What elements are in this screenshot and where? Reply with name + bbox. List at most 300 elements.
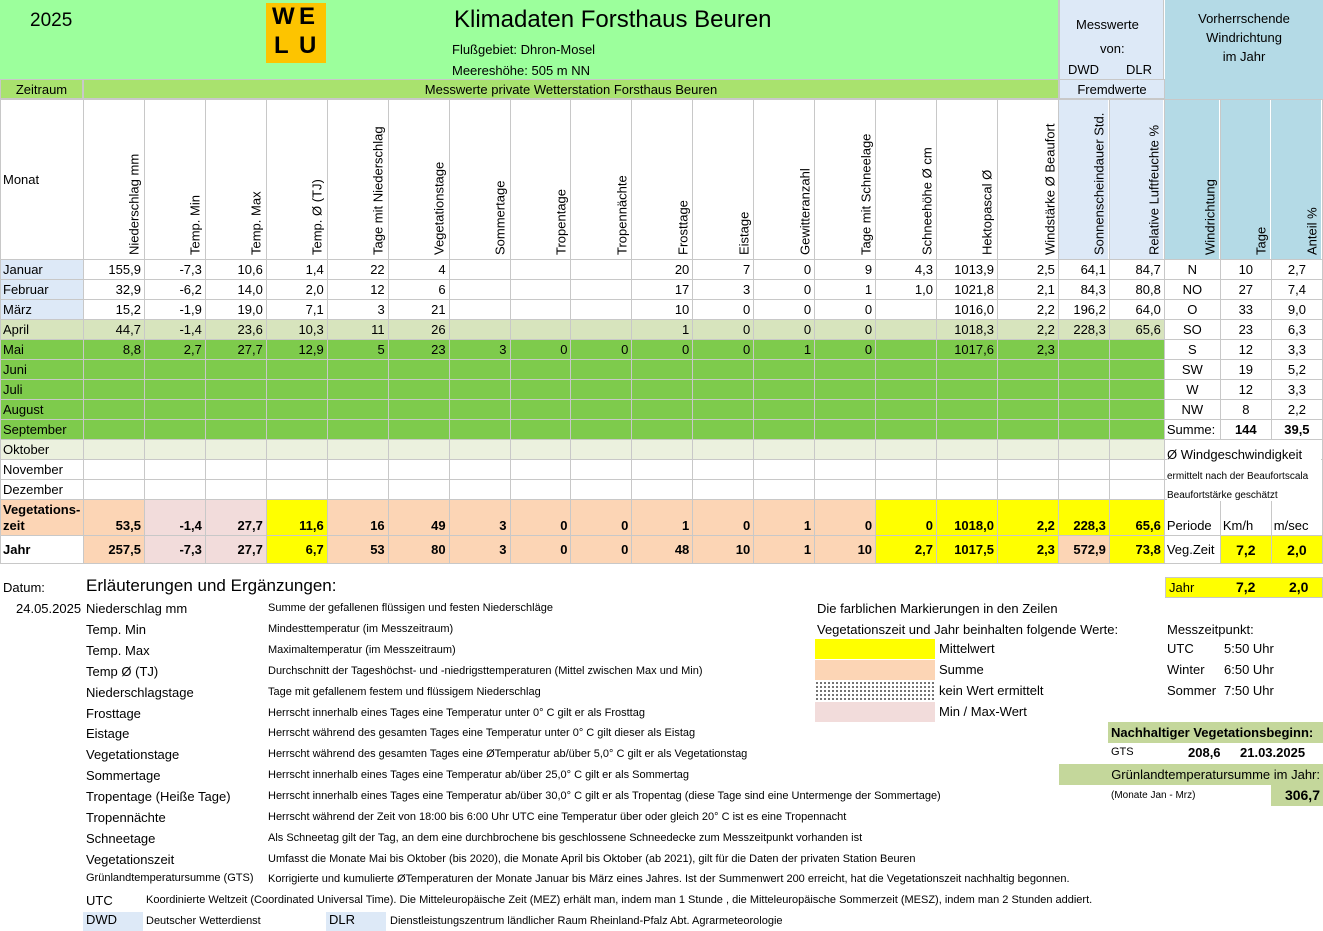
value-cell — [936, 480, 997, 500]
value-cell: 64,1 — [1058, 260, 1109, 280]
col-tropentage: Tropentage — [510, 100, 571, 260]
value-cell — [1058, 480, 1109, 500]
veg-zeit-wind-label: Veg.Zeit — [1164, 536, 1220, 564]
gts-months: (Monate Jan - Mrz) — [1111, 790, 1196, 801]
value-cell — [815, 460, 876, 480]
value-cell — [876, 460, 937, 480]
value-cell — [693, 360, 754, 380]
value-cell — [876, 360, 937, 380]
value-cell: 15,2 — [83, 300, 144, 320]
value-cell: 23 — [388, 340, 449, 360]
messzeit-value: 7:50 Uhr — [1224, 683, 1274, 698]
month-row — [1, 340, 1323, 360]
month-row — [1, 380, 1323, 400]
jahr-cell: 10 — [815, 536, 876, 564]
value-cell: 1016,0 — [936, 300, 997, 320]
wind-tage-cell: 12 — [1220, 380, 1271, 400]
value-cell — [1109, 360, 1164, 380]
wind-sum-label: Summe: — [1164, 420, 1220, 440]
veg-cell: 0 — [510, 500, 571, 536]
value-cell — [571, 420, 632, 440]
value-cell: 84,7 — [1109, 260, 1164, 280]
wind-dir-cell: N — [1164, 260, 1220, 280]
value-cell: 12,9 — [266, 340, 327, 360]
value-cell — [1058, 440, 1109, 460]
col-windrichtung: Windrichtung — [1164, 100, 1220, 260]
value-cell: 1,4 — [266, 260, 327, 280]
value-cell — [449, 440, 510, 460]
value-cell — [754, 480, 815, 500]
value-cell — [510, 360, 571, 380]
value-cell — [632, 460, 693, 480]
month-name: Dezember — [1, 480, 84, 500]
messwerte-box — [1059, 0, 1164, 79]
messwerte-label: Messwerte — [1076, 17, 1139, 32]
value-cell — [815, 380, 876, 400]
ms-label: m/sec — [1271, 500, 1322, 536]
veg-cell: 0 — [571, 500, 632, 536]
note-term: Frosttage — [86, 705, 141, 721]
value-cell — [388, 420, 449, 440]
wind-sum-tage: 144 — [1220, 420, 1271, 440]
value-cell: -6,2 — [144, 280, 205, 300]
value-cell: 1017,6 — [936, 340, 997, 360]
value-cell: 19,0 — [205, 300, 266, 320]
value-cell — [388, 380, 449, 400]
value-cell — [876, 300, 937, 320]
monat-header: Monat — [1, 100, 84, 260]
gts-term: Grünlandtemperatursumme (GTS) — [86, 872, 254, 884]
veg-kmh-value: 7,2 — [1220, 536, 1271, 564]
value-cell — [388, 460, 449, 480]
wind-dir-cell: NO — [1164, 280, 1220, 300]
wind-tage-cell: 19 — [1220, 360, 1271, 380]
value-cell — [449, 400, 510, 420]
wind-title-line: Windrichtung — [1206, 30, 1282, 45]
value-cell — [876, 340, 937, 360]
col-vegetationstage: Vegetationstage — [388, 100, 449, 260]
value-cell — [997, 420, 1058, 440]
value-cell — [388, 440, 449, 460]
messzeit-title: Messzeitpunkt: — [1167, 622, 1254, 637]
jahr-cell: 1017,5 — [936, 536, 997, 564]
value-cell: 1 — [754, 340, 815, 360]
value-cell: 0 — [571, 340, 632, 360]
value-cell: 0 — [815, 340, 876, 360]
col-windstaerke: Windstärke Ø Beaufort — [997, 100, 1058, 260]
note-term: Tropentage (Heiße Tage) — [86, 789, 231, 805]
note-desc: Umfasst die Monate Mai bis Oktober (bis 2020), die Monate April bis Oktober (ab 2021), gilt für die Daten der privaten Station Beuren — [268, 852, 916, 865]
value-cell: 26 — [388, 320, 449, 340]
veg-cell: 16 — [327, 500, 388, 536]
veg-cell: 1018,0 — [936, 500, 997, 536]
value-cell: 84,3 — [1058, 280, 1109, 300]
col-temp-max: Temp. Max — [205, 100, 266, 260]
value-cell — [388, 360, 449, 380]
value-cell: 196,2 — [1058, 300, 1109, 320]
jahr-cell: 3 — [449, 536, 510, 564]
value-cell: 2,7 — [144, 340, 205, 360]
value-cell — [449, 460, 510, 480]
veg-cell: 0 — [876, 500, 937, 536]
value-cell: 2,1 — [997, 280, 1058, 300]
month-name: November — [1, 460, 84, 480]
wind-speed-note: ermittelt nach der Beaufortscala — [1167, 471, 1322, 482]
jahr-cell: 2,7 — [876, 536, 937, 564]
jahr-cell: 53 — [327, 536, 388, 564]
value-cell — [327, 380, 388, 400]
value-cell: 21 — [388, 300, 449, 320]
value-cell — [571, 440, 632, 460]
kmh-label: Km/h — [1220, 500, 1271, 536]
value-cell — [449, 380, 510, 400]
value-cell — [83, 420, 144, 440]
month-row — [1, 480, 1323, 500]
wind-title-line: Vorherrschende — [1198, 11, 1290, 26]
gts-desc: Korrigierte und kumulierte ØTemperaturen der Monate Januar bis März eines Jahres. Ist der Summenwert 200 erreicht, hat die Vegetationszeit nachhaltig begonnen. — [268, 873, 1070, 885]
value-cell — [266, 400, 327, 420]
value-cell — [144, 360, 205, 380]
value-cell: 32,9 — [83, 280, 144, 300]
value-cell: 14,0 — [205, 280, 266, 300]
legend-swatch-minmax — [815, 702, 935, 722]
value-cell — [205, 440, 266, 460]
value-cell: 1021,8 — [936, 280, 997, 300]
month-row — [1, 440, 1323, 460]
value-cell — [754, 460, 815, 480]
value-cell: 2,5 — [997, 260, 1058, 280]
value-cell: 2,2 — [997, 300, 1058, 320]
legend-label: kein Wert ermittelt — [939, 683, 1044, 698]
value-cell — [1109, 380, 1164, 400]
value-cell — [936, 380, 997, 400]
note-desc: Herrscht während der Zeit von 18:00 bis 6:00 Uhr UTC eine Temperatur über oder gleich 20° C ist es eine Tropennacht — [268, 811, 847, 823]
col-niederschlag: Niederschlag mm — [83, 100, 144, 260]
value-cell — [144, 400, 205, 420]
value-cell: 8,8 — [83, 340, 144, 360]
value-cell: 0 — [693, 340, 754, 360]
value-cell — [936, 360, 997, 380]
wind-dir-cell: SO — [1164, 320, 1220, 340]
value-cell — [571, 360, 632, 380]
col-sonnenschein: Sonnenscheindauer Std. — [1058, 100, 1109, 260]
value-cell — [449, 420, 510, 440]
value-cell: 4,3 — [876, 260, 937, 280]
month-row — [1, 280, 1323, 300]
jahr-ms-value: 2,0 — [1289, 579, 1309, 595]
note-desc: Durchschnitt der Tageshöchst- und -niedrigsttemperaturen (Mittel zwischen Max und Min) — [268, 664, 703, 677]
value-cell — [571, 260, 632, 280]
value-cell — [571, 280, 632, 300]
jahr-cell: 572,9 — [1058, 536, 1109, 564]
value-cell — [1058, 360, 1109, 380]
note-term: Niederschlagstage — [86, 684, 194, 700]
value-cell — [449, 320, 510, 340]
value-cell — [754, 360, 815, 380]
value-cell: 1,0 — [876, 280, 937, 300]
wind-dir-cell: O — [1164, 300, 1220, 320]
value-cell — [693, 460, 754, 480]
note-desc: Herrscht während des gesamten Tages eine Temperatur unter 0° C gilt dieser als Eistag — [268, 727, 696, 740]
value-cell — [266, 480, 327, 500]
value-cell — [449, 300, 510, 320]
value-cell — [876, 440, 937, 460]
dwd-desc: Deutscher Wetterdienst — [146, 915, 261, 927]
value-cell — [510, 440, 571, 460]
note-desc: Maximaltemperatur (im Messzeitraum) — [268, 643, 456, 656]
jahr-row — [1, 536, 1323, 564]
wind-tage-cell: 27 — [1220, 280, 1271, 300]
value-cell: 23,6 — [205, 320, 266, 340]
value-cell: 7 — [693, 260, 754, 280]
value-cell — [571, 320, 632, 340]
value-cell — [205, 360, 266, 380]
dlr-term: DLR — [326, 912, 386, 931]
legend-swatch-kein-wert — [815, 681, 935, 701]
value-cell — [876, 380, 937, 400]
value-cell — [997, 460, 1058, 480]
wind-anteil-cell: 5,2 — [1271, 360, 1322, 380]
jahr-kmh-value: 7,2 — [1236, 579, 1256, 595]
dlr-label: DLR — [1126, 62, 1153, 77]
river-label: Flußgebiet: Dhron-Mosel — [452, 42, 596, 57]
col-hektopascal: Hektopascal Ø — [936, 100, 997, 260]
jahr-cell: 6,7 — [266, 536, 327, 564]
value-cell — [632, 480, 693, 500]
wind-speed-note: Beaufortstärke geschätzt — [1167, 490, 1322, 501]
value-cell — [1109, 340, 1164, 360]
value-cell — [1109, 480, 1164, 500]
value-cell — [1058, 420, 1109, 440]
value-cell — [815, 400, 876, 420]
month-name: April — [1, 320, 84, 340]
jahr-wind-label: Jahr — [1169, 580, 1195, 595]
value-cell: -7,3 — [144, 260, 205, 280]
von-label: von: — [1100, 41, 1125, 56]
value-cell — [510, 260, 571, 280]
value-cell — [754, 440, 815, 460]
wind-anteil-cell: 6,3 — [1271, 320, 1322, 340]
value-cell — [327, 460, 388, 480]
month-row — [1, 320, 1323, 340]
value-cell — [266, 460, 327, 480]
value-cell — [83, 400, 144, 420]
legend-swatch-mittelwert — [815, 639, 935, 659]
utc-term: UTC — [86, 893, 113, 908]
value-cell — [693, 380, 754, 400]
value-cell — [205, 420, 266, 440]
veg-begin-title: Nachhaltiger Vegetationsbeginn: — [1108, 722, 1323, 743]
value-cell — [1058, 380, 1109, 400]
jahr-cell: 80 — [388, 536, 449, 564]
value-cell — [815, 480, 876, 500]
value-cell — [632, 420, 693, 440]
col-luftfeuchte: Relative Luftfeuchte % — [1109, 100, 1164, 260]
veg-row — [1, 500, 1323, 536]
fremdwerte-bar: Fremdwerte — [1059, 79, 1165, 99]
value-cell: 5 — [327, 340, 388, 360]
value-cell — [632, 400, 693, 420]
value-cell — [144, 380, 205, 400]
page-title: Klimadaten Forsthaus Beuren — [454, 6, 772, 33]
wind-title-box — [1165, 0, 1323, 99]
value-cell — [876, 420, 937, 440]
value-cell — [936, 420, 997, 440]
veg-cell: 49 — [388, 500, 449, 536]
value-cell: 9 — [815, 260, 876, 280]
value-cell: 0 — [693, 300, 754, 320]
jahr-cell: -7,3 — [144, 536, 205, 564]
value-cell — [266, 440, 327, 460]
value-cell — [1109, 460, 1164, 480]
zeitraum-bar: Zeitraum — [0, 79, 83, 99]
note-term: Vegetationstage — [86, 747, 180, 763]
value-cell — [327, 420, 388, 440]
value-cell — [876, 320, 937, 340]
veg-cell: -1,4 — [144, 500, 205, 536]
messzeit-value: 6:50 Uhr — [1224, 662, 1274, 677]
jahr-cell: 257,5 — [83, 536, 144, 564]
gts-year-value: 306,7 — [1271, 785, 1323, 806]
note-desc: Als Schneetag gilt der Tag, an dem eine durchbrochene bis geschlossene Schneedecke zum Messzeitpunkt vorhanden ist — [268, 831, 863, 844]
note-term: Schneetage — [86, 830, 156, 846]
value-cell: 0 — [510, 340, 571, 360]
value-cell — [449, 280, 510, 300]
periode-label: Periode — [1164, 500, 1220, 536]
month-row — [1, 420, 1323, 440]
col-schneelage: Tage mit Schneelage — [815, 100, 876, 260]
value-cell: 11 — [327, 320, 388, 340]
note-term: Tropennächte — [86, 810, 166, 825]
month-row — [1, 260, 1323, 280]
value-cell — [876, 480, 937, 500]
month-row — [1, 360, 1323, 380]
veg-cell: 3 — [449, 500, 510, 536]
month-name: Januar — [1, 260, 84, 280]
wind-dir-cell: S — [1164, 340, 1220, 360]
logo-letter: E — [299, 3, 316, 30]
note-desc: Herrscht während des gesamten Tages eine ØTemperatur ab/über 5,0° C gilt er als Vegetationstag — [268, 748, 748, 761]
month-row — [1, 460, 1323, 480]
note-term: Sommertage — [86, 768, 161, 784]
note-term: Temp. Max — [86, 642, 150, 658]
wind-anteil-cell: 3,3 — [1271, 380, 1322, 400]
wind-tage-cell: 23 — [1220, 320, 1271, 340]
value-cell: 155,9 — [83, 260, 144, 280]
value-cell: 6 — [388, 280, 449, 300]
month-name: Juni — [1, 360, 84, 380]
messzeit-key: Sommer — [1167, 683, 1217, 698]
note-term: Vegetationszeit — [86, 851, 175, 867]
value-cell — [327, 440, 388, 460]
value-cell — [693, 440, 754, 460]
value-cell — [754, 380, 815, 400]
value-cell — [571, 300, 632, 320]
logo-letter: L — [274, 32, 289, 59]
note-term: Niederschlag mm — [86, 601, 188, 616]
value-cell — [876, 400, 937, 420]
value-cell: 0 — [693, 320, 754, 340]
wind-anteil-cell: 7,4 — [1271, 280, 1322, 300]
veg-cell: 0 — [693, 500, 754, 536]
value-cell — [997, 360, 1058, 380]
value-cell: -1,4 — [144, 320, 205, 340]
value-cell — [510, 320, 571, 340]
value-cell — [571, 480, 632, 500]
value-cell — [510, 380, 571, 400]
value-cell — [571, 380, 632, 400]
value-cell: 0 — [754, 280, 815, 300]
value-cell — [754, 420, 815, 440]
jahr-cell: 10 — [693, 536, 754, 564]
value-cell: 1013,9 — [936, 260, 997, 280]
note-term: Temp. Min — [86, 621, 146, 637]
value-cell — [266, 420, 327, 440]
value-cell — [449, 260, 510, 280]
value-cell: 10,3 — [266, 320, 327, 340]
value-cell — [510, 280, 571, 300]
dwd-term: DWD — [83, 912, 143, 931]
col-frosttage: Frosttage — [632, 100, 693, 260]
value-cell — [510, 480, 571, 500]
jahr-cell: 0 — [510, 536, 571, 564]
value-cell: 80,8 — [1109, 280, 1164, 300]
jahr-cell: 0 — [571, 536, 632, 564]
messzeit-value: 5:50 Uhr — [1224, 641, 1274, 656]
value-cell — [327, 480, 388, 500]
value-cell: 3 — [693, 280, 754, 300]
value-cell — [754, 400, 815, 420]
dwd-label: DWD — [1068, 62, 1100, 77]
value-cell: 1 — [632, 320, 693, 340]
note-desc: Herrscht innerhalb eines Tages eine Temperatur ab/über 25,0° C gilt er als Sommertag — [268, 769, 689, 782]
value-cell — [936, 400, 997, 420]
value-cell: 2,0 — [266, 280, 327, 300]
col-temp-min: Temp. Min — [144, 100, 205, 260]
value-cell — [571, 400, 632, 420]
value-cell — [510, 300, 571, 320]
month-name: Juli — [1, 380, 84, 400]
col-temp-avg: Temp. Ø (TJ) — [266, 100, 327, 260]
value-cell — [83, 440, 144, 460]
value-cell — [83, 380, 144, 400]
note-desc: Tage mit gefallenem festem und flüssigem Niederschlag — [268, 685, 541, 698]
value-cell: 44,7 — [83, 320, 144, 340]
value-cell: 22 — [327, 260, 388, 280]
value-cell — [997, 380, 1058, 400]
gts-value: 208,6 — [1188, 745, 1221, 760]
veg-cell: 2,2 — [997, 500, 1058, 536]
note-desc: Summe der gefallenen flüssigen und festen Niederschläge — [268, 602, 553, 614]
value-cell — [1058, 400, 1109, 420]
value-cell — [205, 380, 266, 400]
col-niederschlagstage: Tage mit Niederschlag — [327, 100, 388, 260]
year-label: 2025 — [30, 10, 73, 31]
wind-speed-title: Ø Windgeschwindigkeit — [1167, 447, 1321, 462]
value-cell: 0 — [754, 300, 815, 320]
col-gewitter: Gewitteranzahl — [754, 100, 815, 260]
value-cell: 3 — [449, 340, 510, 360]
month-row — [1, 300, 1323, 320]
legend-label: Mittelwert — [939, 641, 995, 656]
value-cell: 64,0 — [1109, 300, 1164, 320]
jahr-cell: 48 — [632, 536, 693, 564]
value-cell — [936, 440, 997, 460]
jahr-cell: 73,8 — [1109, 536, 1164, 564]
value-cell: 2,2 — [997, 320, 1058, 340]
month-name: September — [1, 420, 84, 440]
col-tropennaechte: Tropennächte — [571, 100, 632, 260]
